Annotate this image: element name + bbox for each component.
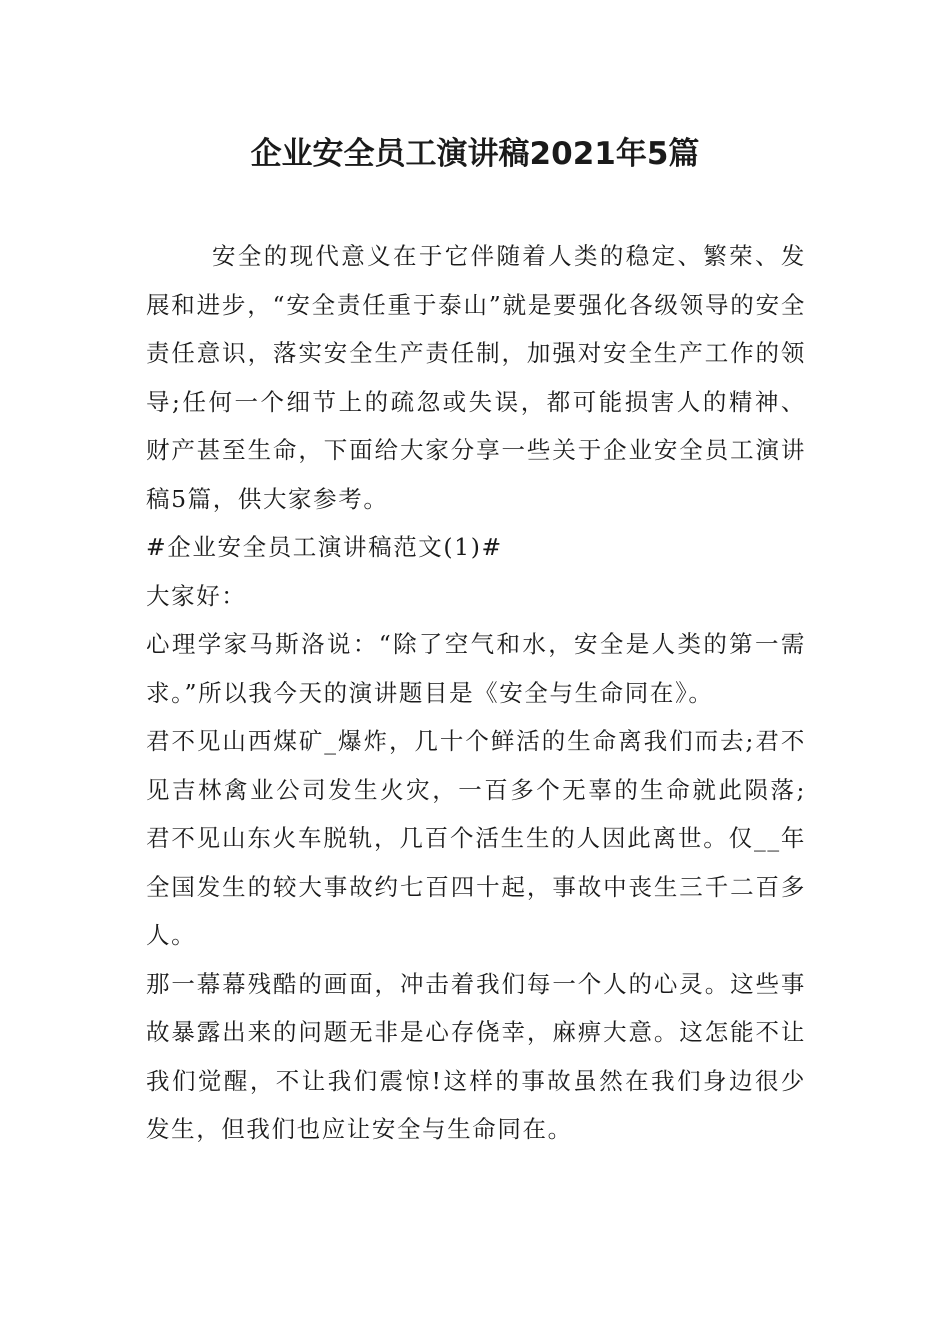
greeting-paragraph: 大家好：: [146, 581, 247, 610]
intro-paragraph: 安全的现代意义在于它伴随着人类的稳定、繁荣、发展和进步，“安全责任重于泰山”就是要强化各级领导的安全责任意识，落实安全生产责任制，加强对安全生产工作的领导;任何一个细节上的疏忽或失误，都可能损害人的精神、财产甚至生命，下面给大家分享一些关于企业安全员工演讲稿5篇，供大家参考。: [146, 242, 806, 513]
document-title: 企业安全员工演讲稿2021年5篇: [250, 136, 700, 172]
section-heading: #企业安全员工演讲稿范文(1)#: [146, 533, 503, 561]
quote-paragraph: 心理学家马斯洛说：“除了空气和水，安全是人类的第一需求。”所以我今天的演讲题目是《安全与生命同在》。: [146, 630, 806, 707]
accidents-paragraph: 君不见山西煤矿_爆炸，几十个鲜活的生命离我们而去;君不见吉林禽业公司发生火灾，一百多个无辜的生命就此陨落;君不见山东火车脱轨，几百个活生生的人因此离世。仅__年全国发生的较大事故约七百四十起，事故中丧生三千二百多人。: [146, 727, 806, 949]
reflection-paragraph: 那一幕幕残酷的画面，冲击着我们每一个人的心灵。这些事故暴露出来的问题无非是心存侥幸，麻痹大意。这怎能不让我们觉醒，不让我们震惊!这样的事故虽然在我们身边很少发生，但我们也应让安全与生命同在。: [146, 969, 806, 1143]
document-body: [146, 232, 806, 1154]
